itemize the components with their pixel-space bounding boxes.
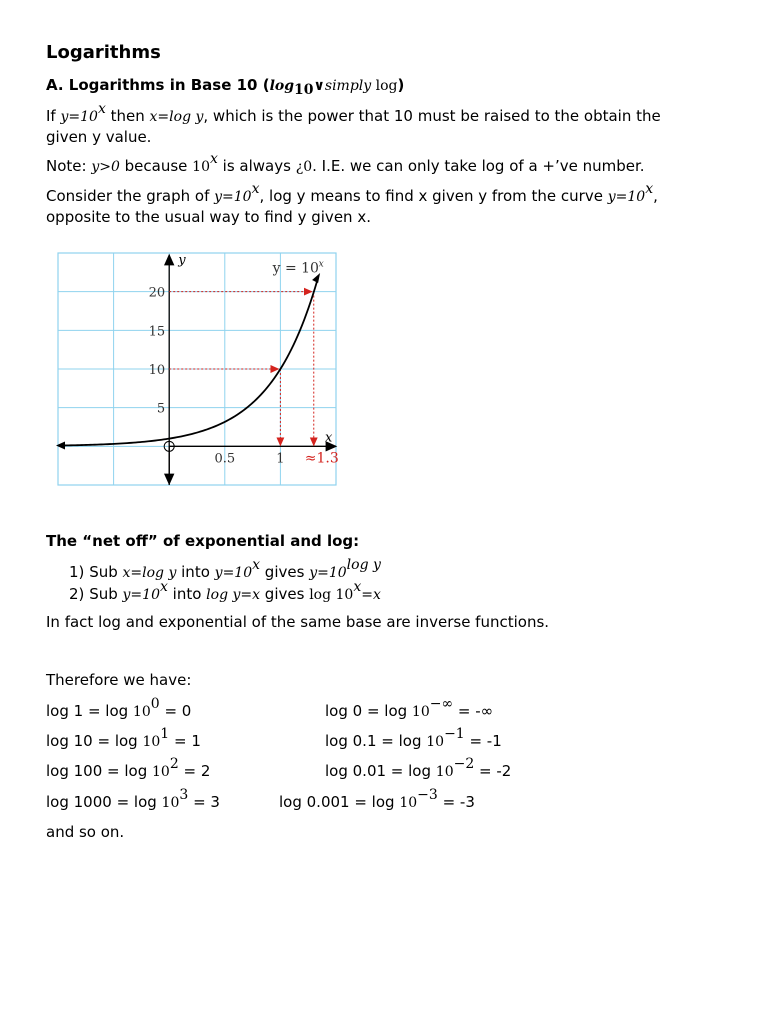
log-row-right: $\log 0.001 = \log 10^{-3} = -3$ bbox=[279, 787, 475, 811]
exponential-chart bbox=[56, 250, 340, 490]
curve-arrow-left bbox=[56, 442, 65, 450]
log-row-right: log 0 = log 10−∞ = -∞ bbox=[325, 696, 494, 720]
para-consider: Consider the graph of $y=10^x$, log y means to find x given y from the curve $y=10^x$, bbox=[46, 181, 658, 205]
section-a-heading bbox=[46, 76, 405, 98]
log-row-right: $\log 0.01 = \log 10^{-2} = -2$ bbox=[325, 756, 512, 780]
y-axis-label: y bbox=[178, 253, 186, 268]
para-definition: If $y=10^x$ then x=log y, which is the power that 10 must be raised to the obtain the bbox=[46, 101, 661, 125]
annotation-label: ≈1.3 bbox=[304, 450, 339, 467]
para-note: Note: y>0 because 10$^x$ is always ¿0. I.E. we can only take log of a +’ve number. bbox=[46, 151, 645, 175]
curve-label-sup: x bbox=[318, 259, 324, 270]
heading-math-simply: simply bbox=[324, 78, 372, 94]
heading-math-or: ∨ bbox=[313, 78, 325, 94]
x-tick-label: 0.5 bbox=[214, 451, 236, 467]
log-row-left: $\log 1 = \log 10^0 = 0$ bbox=[46, 696, 192, 720]
y-tick-label: 10 bbox=[148, 363, 166, 378]
para-consider-cont: opposite to the usual way to find y given x. bbox=[46, 208, 371, 226]
heading-math-log2: log bbox=[375, 78, 398, 94]
note-math-zero: ¿0 bbox=[295, 159, 313, 175]
para-inverse: In fact log and exponential of the same base are inverse functions. bbox=[46, 613, 550, 631]
para-definition-cont: given y value. bbox=[46, 128, 152, 146]
x-axis-label: x bbox=[325, 430, 333, 446]
netoff-list bbox=[69, 557, 381, 606]
curve-series bbox=[58, 281, 317, 446]
log-row-left: $\log 10 = \log 10^1 = 1$ bbox=[46, 726, 201, 750]
list-item: 2) Sub $y=10^x$ into log y=x gives $\log 10^x=x$ bbox=[69, 579, 381, 603]
para-and-so-on: and so on. bbox=[46, 823, 125, 841]
heading-math-sub: 10 bbox=[294, 82, 314, 98]
netoff-heading: The “net off” of exponential and log: bbox=[46, 532, 360, 550]
list-item: 1) Sub x=log y into $y=10^x$ gives $y=10^{log y}$ bbox=[69, 557, 381, 581]
section-a-heading-text: A. Logarithms in Base 10 ( bbox=[46, 76, 270, 94]
therefore-intro: Therefore we have: bbox=[46, 671, 192, 689]
x-tick-label: 1 bbox=[276, 451, 285, 467]
heading-math-log: log bbox=[269, 78, 295, 94]
curve-label: y = 10 bbox=[272, 260, 319, 277]
log-row-left: $\log 1000 = \log 10^3 = 3$ bbox=[46, 787, 220, 811]
y-tick-label: 15 bbox=[148, 324, 166, 340]
log-row-right: $\log 0.1 = \log 10^{-1} = -1$ bbox=[325, 726, 502, 750]
y-tick-label: 5 bbox=[156, 401, 166, 417]
heading-suffix: ) bbox=[397, 76, 405, 94]
y-tick-label: 20 bbox=[148, 285, 166, 301]
log-row-left: $\log 100 = \log 10^2 = 2$ bbox=[46, 756, 211, 780]
page-title: Logarithms bbox=[46, 42, 161, 63]
